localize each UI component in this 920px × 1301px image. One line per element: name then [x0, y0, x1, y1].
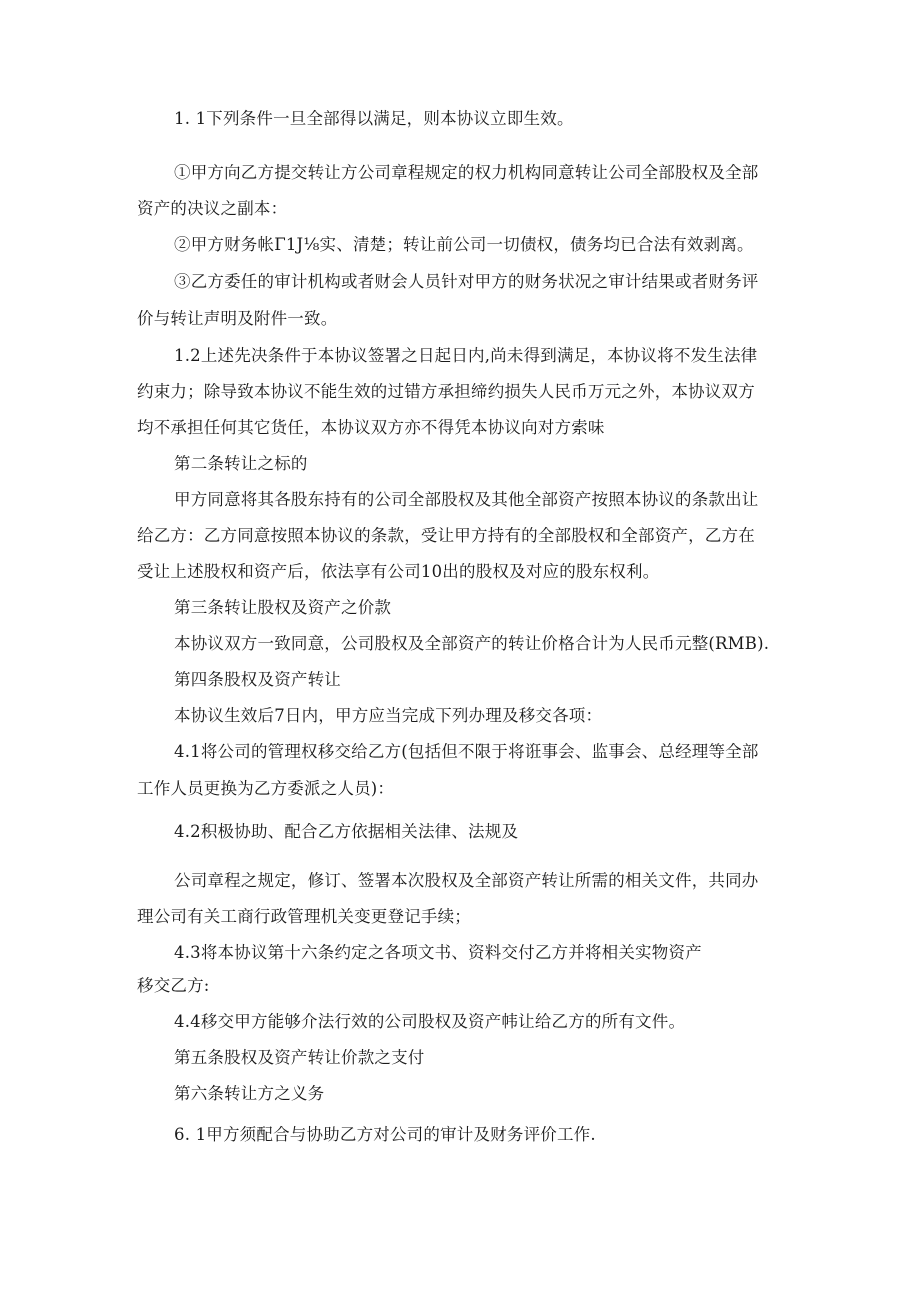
condition-3-line-1: ③乙方委任的审计机构或者财会人员针对甲方的财务状况之审计结果或者财务评 — [174, 272, 759, 291]
clause-1-2-line-3: 均不承担任何其它货任，本协议双方亦不得凭本协议向对方索味 — [137, 418, 605, 437]
clause-4-1-line-1: 4.1将公司的管理权移交给乙方(包括但不限于将诳事会、监事会、总经理等全部 — [174, 742, 759, 761]
clause-4-1-line-2: 工作人员更换为乙方委派之人员)： — [137, 779, 395, 798]
clause-4-3-line-2: 移交乙方: — [137, 976, 210, 995]
clause-4-2-line-3: 理公司有关工商行政管理机关变更登记手续； — [137, 907, 471, 926]
article-5-heading: 第五条股权及资产转让价款之支付 — [174, 1048, 425, 1067]
clause-1-2-line-1: 1.2上述先决条件于本协议签署之日起日内,尚未得到满足，本协议将不发生法律 — [174, 346, 758, 365]
clause-4-2-line-1: 4.2积极协助、配合乙方依据相关法律、法规及 — [174, 822, 519, 841]
condition-2: ②甲方财务帐Γ1J⅛实、清楚；转让前公司一切债权，债务均已合法有效剥离。 — [174, 235, 754, 254]
clause-1-2-line-2: 约束力；除导致本协议不能生效的过错方承担缔约损失人民币万元之外，本协议双方 — [137, 382, 755, 401]
condition-3-line-2: 价与转让声明及附件一致。 — [137, 309, 338, 328]
article-2-heading: 第二条转让之标的 — [174, 454, 308, 473]
condition-1-line-2: 资产的决议之副本： — [137, 199, 288, 218]
clause-6-1: 6. 1甲方须配合与协助乙方对公司的审计及财务评价工作. — [174, 1125, 596, 1144]
article-4-intro: 本协议生效后7日内，甲方应当完成下列办理及移交各项： — [174, 706, 603, 725]
article-2-line-3: 受让上述股权和资产后，依法享有公司10出的股权及对应的股东权利。 — [137, 562, 660, 581]
clause-4-2-line-2: 公司章程之规定，修订、签署本次股权及全部资产转让所需的相关文件，共同办 — [174, 871, 759, 890]
article-3-line-1: 本协议双方一致同意，公司股权及全部资产的转让价格合计为人民币元整(RMB). — [174, 634, 770, 653]
article-2-line-1: 甲方同意将其各股东持有的公司全部股权及其他全部资产按照本协议的条款出让 — [174, 490, 759, 509]
clause-4-3-line-1: 4.3将本协议第十六条约定之各项文书、资料交付乙方并将相关实物资产 — [174, 943, 702, 962]
article-6-heading: 第六条转让方之义务 — [174, 1084, 325, 1103]
article-3-heading: 第三条转让股权及资产之价款 — [174, 598, 392, 617]
clause-4-4: 4.4移交甲方能够介法行效的公司股权及资产帏让给乙方的所有文件。 — [174, 1012, 686, 1031]
article-2-line-2: 给乙方：乙方同意按照本协议的条款，受让甲方持有的全部股权和全部资产，乙方在 — [137, 526, 755, 545]
clause-1-1: 1. 1下列条件一旦全部得以满足，则本协议立即生效。 — [174, 109, 574, 128]
condition-1-line-1: ①甲方向乙方提交转让方公司章程规定的权力机构同意转让公司全部股权及全部 — [174, 163, 759, 182]
article-4-heading: 第四条股权及资产转让 — [174, 670, 341, 689]
